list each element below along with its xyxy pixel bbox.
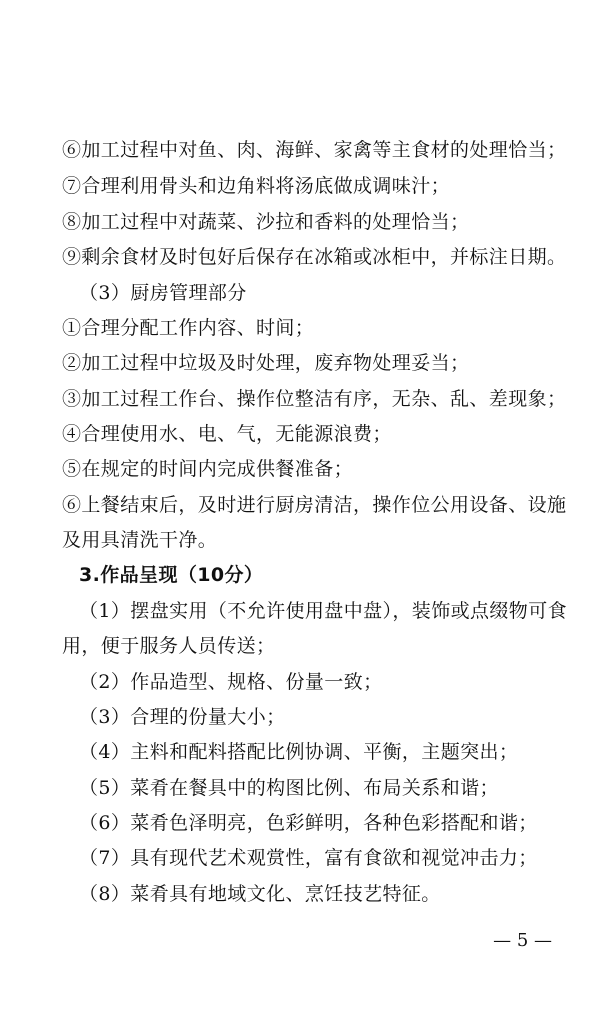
text-line: （2）作品造型、规格、份量一致； [79,671,383,693]
text-line: ⑤在规定的时间内完成供餐准备； [62,458,354,480]
text-line: 及用具清洗干净。 [62,529,218,551]
text-line: ⑥加工过程中对鱼、肉、海鲜、家禽等主食材的处理恰当； [62,139,567,161]
text-line: （7）具有现代艺术观赏性，富有食欲和视觉冲击力； [79,847,538,869]
text-line: ④合理使用水、电、气，无能源浪费； [62,423,392,445]
text-line: （4）主料和配料搭配比例协调、平衡，主题突出； [79,741,519,763]
text-line: ②加工过程中垃圾及时处理，废弃物处理妥当； [62,352,470,374]
text-line: ①合理分配工作内容、时间； [62,317,315,339]
section-subheading: （3）厨房管理部分 [79,282,247,304]
text-line: ③加工过程工作台、操作位整洁有序，无杂、乱、差现象； [62,388,567,410]
text-line: ⑦合理利用骨头和边角料将汤底做成调味汁； [62,175,451,197]
text-line: （6）菜肴色泽明亮，色彩鲜明，各种色彩搭配和谐； [79,812,538,834]
section-heading: 3.作品呈现（10分） [79,564,264,586]
text-line: 用，便于服务人员传送； [62,635,276,657]
text-line: ⑧加工过程中对蔬菜、沙拉和香料的处理恰当； [62,211,470,233]
text-line: （8）菜肴具有地域文化、烹饪技艺特征。 [79,883,441,905]
text-line: ⑥上餐结束后，及时进行厨房清洁，操作位公用设备、设施 [62,494,567,516]
text-line: （3）合理的份量大小； [79,706,286,728]
text-line: ⑨剩余食材及时包好后保存在冰箱或冰柜中，并标注日期。 [62,246,567,268]
page-number: — 5 — [493,930,552,951]
text-line: （5）菜肴在餐具中的构图比例、布局关系和谐； [79,777,499,799]
text-line: （1）摆盘实用（不允许使用盘中盘），装饰或点缀物可食 [79,600,567,622]
